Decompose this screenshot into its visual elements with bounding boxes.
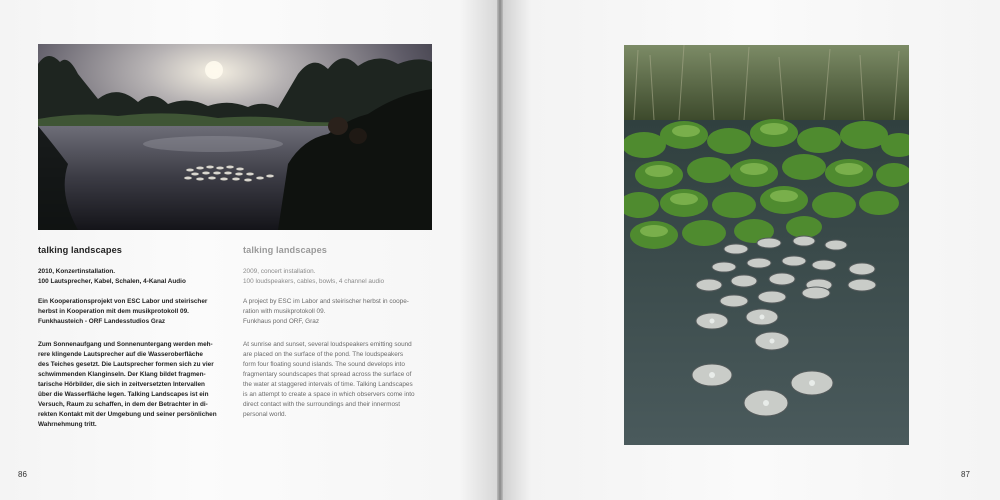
description-line: rekten Kontakt mit der Umgebung und seiner persönlichen bbox=[38, 411, 217, 418]
description-line: are placed on the surface of the pond. The loudspeakers bbox=[243, 351, 404, 358]
english-text-column bbox=[243, 245, 439, 433]
credits-line: Funkhausteich - ORF Landesstudios Graz bbox=[38, 318, 166, 325]
description-line: personal world. bbox=[243, 411, 287, 418]
description-en bbox=[243, 340, 439, 420]
description-line: At sunrise and sunset, several loudspeakers emitting sound bbox=[243, 341, 412, 348]
credits-de bbox=[38, 297, 234, 327]
description-line: Zum Sonnenaufgang und Sonnenuntergang werden meh- bbox=[38, 341, 213, 348]
description-line: fragmentary soundscapes that spread across the surface of bbox=[243, 371, 412, 378]
project-title-en: talking landscapes bbox=[243, 245, 328, 255]
credits-line: Funkhaus pond ORF, Graz bbox=[243, 318, 320, 325]
german-text-column bbox=[38, 245, 234, 443]
page-number-left: 86 bbox=[18, 470, 27, 479]
page-number-right: 87 bbox=[961, 470, 970, 479]
description-line: Wahrnehmung tritt. bbox=[38, 421, 97, 428]
subtitle-line: 2010, Konzertinstallation. bbox=[38, 268, 116, 275]
subtitle-line: 2009, concert installation. bbox=[243, 268, 316, 275]
credits-line: Ein Kooperationsprojekt von ESC Labor und steirischer bbox=[38, 298, 208, 305]
subtitle-line: 100 Lautsprecher, Kabel, Schalen, 4-Kanal Audio bbox=[38, 278, 186, 285]
project-subtitle-de bbox=[38, 267, 234, 287]
description-line: is an attempt to create a space in which observers come into bbox=[243, 391, 415, 398]
lily-pond-photo bbox=[624, 45, 909, 445]
description-line: form four floating sound islands. The sound develops into bbox=[243, 361, 405, 368]
subtitle-line: 100 loudspeakers, cables, bowls, 4 channel audio bbox=[243, 278, 385, 285]
description-line: über die Wasserfläche legen. Talking Landscapes ist ein bbox=[38, 391, 209, 398]
description-line: tarische Hörbilder, die sich in zeitversetzten Intervallen bbox=[38, 381, 205, 388]
description-line: the water at staggered intervals of time. Talking Landscapes bbox=[243, 381, 413, 388]
description-line: direct contact with the surroundings and their innermost bbox=[243, 401, 401, 408]
description-line: Versuch, Raum zu schaffen, in dem der Betrachter in di- bbox=[38, 401, 208, 408]
credits-line: ration with musikprotokoll 09. bbox=[243, 308, 326, 315]
project-title-de: talking landscapes bbox=[38, 245, 123, 255]
credits-line: herbst in Kooperation mit dem musikprotokoll 09. bbox=[38, 308, 189, 315]
credits-en bbox=[243, 297, 439, 327]
pond-dusk-photo bbox=[38, 44, 432, 230]
description-line: schwimmenden Klanginseln. Der Klang bildet fragmen- bbox=[38, 371, 206, 378]
project-subtitle-en bbox=[243, 267, 439, 287]
description-line: rere klingende Lautsprecher auf die Wasseroberfläche bbox=[38, 351, 203, 358]
description-line: des Teiches gesetzt. Die Lautsprecher formen sich zu vier bbox=[38, 361, 214, 368]
book-gutter bbox=[497, 0, 503, 500]
description-de bbox=[38, 340, 234, 430]
credits-line: A project by ESC im Labor and steirischer herbst in coope- bbox=[243, 298, 409, 305]
